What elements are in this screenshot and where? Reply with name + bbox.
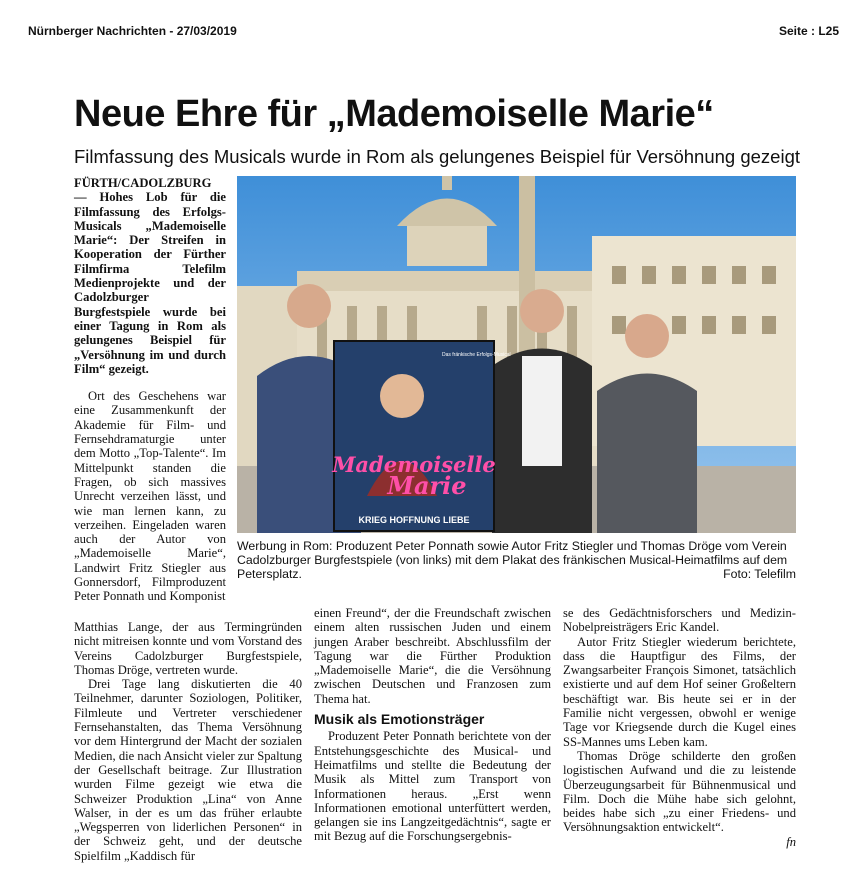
body-paragraph-5: se des Gedächtnisforschers und Medizin-Nobelpreisträgers Eric Kandel.	[563, 606, 796, 635]
article-column-1-bottom	[74, 620, 302, 863]
caption-text: Werbung in Rom: Produzent Peter Ponnath sowie Autor Fritz Stiegler und Thomas Dröge vom Verein Cadolzburger Burgfestspiele (von links) mit dem Plakat des fränkischen Musical-Heimatfilms auf dem Petersplatz.	[237, 539, 788, 581]
body-paragraph-4: Produzent Peter Ponnath berichtete von der Entstehungsgeschichte des Musical- und Heimatfilms und stellte die Bedeutung der Musik als Mittel zum Transport von Informationen heraus. „Erst wenn Informationen emotional unterfüttert werden, gelangen sie ins Langzeitgedächtnis“, sagte er mit Bezug auf die Forschungsergebnis-	[314, 729, 551, 844]
musical-poster	[331, 341, 510, 531]
photo-caption	[237, 539, 796, 581]
masthead-source: Nürnberger Nachrichten - 27/03/2019	[28, 24, 237, 38]
headline: Neue Ehre für „Mademoiselle Marie“	[74, 93, 714, 135]
poster-title-line-2: Marie	[387, 471, 467, 500]
masthead-page: Seite : L25	[778, 24, 839, 38]
body-paragraph-1b: Matthias Lange, der aus Termingründen nicht mitreisen konnte und vom Vorstand des Vereins Cadolzburger Burgfestspiele, Thomas Dröge, vertreten wurde.	[74, 620, 302, 677]
lead-paragraph: FÜRTH/CADOLZBURG — Hohes Lob für die Filmfassung des Erfolgs-Musicals „Mademoiselle Marie“: Der Streifen in Kooperation der Fürther Filmfirma Telefilm Medienprojekte und der Cadolzburger Burgfestspiele wurde bei einer Tagung in Rom als gelungenes Beispiel für „Versöhnung im und durch Film“ gezeigt.	[74, 176, 226, 376]
photo-st-peters-square	[237, 176, 796, 533]
body-paragraph-1a: Ort des Geschehens war eine Zusammenkunft der Akademie für Film- und Fernsehdramaturgie unter dem Motto „Top-Talente“. Im Mittelpunkt standen die Fragen, ob sich massives Unrecht verzeihen lässt, und wie man lernen kann, zu verzeihen. Eingeladen waren auch der Autor von „Mademoiselle Marie“, Landwirt Fritz Stiegler aus Gonnersdorf, Filmproduzent Peter Ponnath und Komponist	[74, 389, 226, 604]
poster-tagline: KRIEG HOFFNUNG LIEBE	[358, 515, 470, 525]
body-paragraph-3: einen Freund“, der die Freundschaft zwischen einem alten russischen Juden und einem jungen Araber beschreibt. Abschlussfilm der Tagung war die Fürther Produktion „Mademoiselle Marie“, die die Versöhnung zwischen Deutschen und Franzosen zum Thema hat.	[314, 606, 551, 706]
article-photo	[237, 176, 796, 533]
body-paragraph-7: Thomas Dröge schilderte den großen logistischen Aufwand und die zu leistende Überzeugungsarbeit für Bühnenmusical und Film. Doch die Mühe habe sich gelohnt, beides habe sich „zu einer Friedens- und Versöhnungsaktion entwickelt“.	[563, 748, 796, 835]
author-signature: fn	[786, 834, 796, 849]
poster-top-text: Das fränkische Erfolgs-Musical	[442, 352, 511, 358]
poster-title-line-1: Mademoiselle	[332, 452, 496, 477]
article-column-3	[563, 606, 796, 849]
article-column-2	[314, 606, 551, 844]
article-column-1-top	[74, 176, 226, 604]
subheadline: Filmfassung des Musicals wurde in Rom als gelungenes Beispiel für Versöhnung gezeigt	[74, 146, 800, 167]
section-subtitle: Musik als Emotionsträger	[314, 711, 485, 728]
body-paragraph-2: Drei Tage lang diskutierten die 40 Teilnehmer, darunter Soziologen, Politiker, Filmleute und Vertreter verschiedener Fernsehanstalten, das Thema Versöhnung vor dem Hintergrund der Macht der sozialen Medien, die nach Ansicht vieler zur Spaltung der Gesellschaft beitrage. Zur Illustration wurden Filme gezeigt wie etwa die Schweizer Produktion „Lina“ von Anne Walser, in der es um das früher erlaubte „Wegsperren von liderlichen Personen“ in der Schweiz geht, und der deutsche Spielfilm „Kaddisch für	[74, 677, 302, 863]
body-paragraph-6: Autor Fritz Stiegler wiederum berichtete, dass die Hauptfigur des Films, der Zwangsarbeiter François Simonet, tatsächlich existierte und auf dem Hof seiner Großeltern beschäftigt war. Bis heute sei er in der Familie nicht vergessen, obwohl er wenige Tage vor Kriegsende durch die Kugel eines SS-Mannes ums Leben kam.	[563, 634, 796, 749]
photo-credit: Foto: Telefilm	[723, 567, 796, 581]
